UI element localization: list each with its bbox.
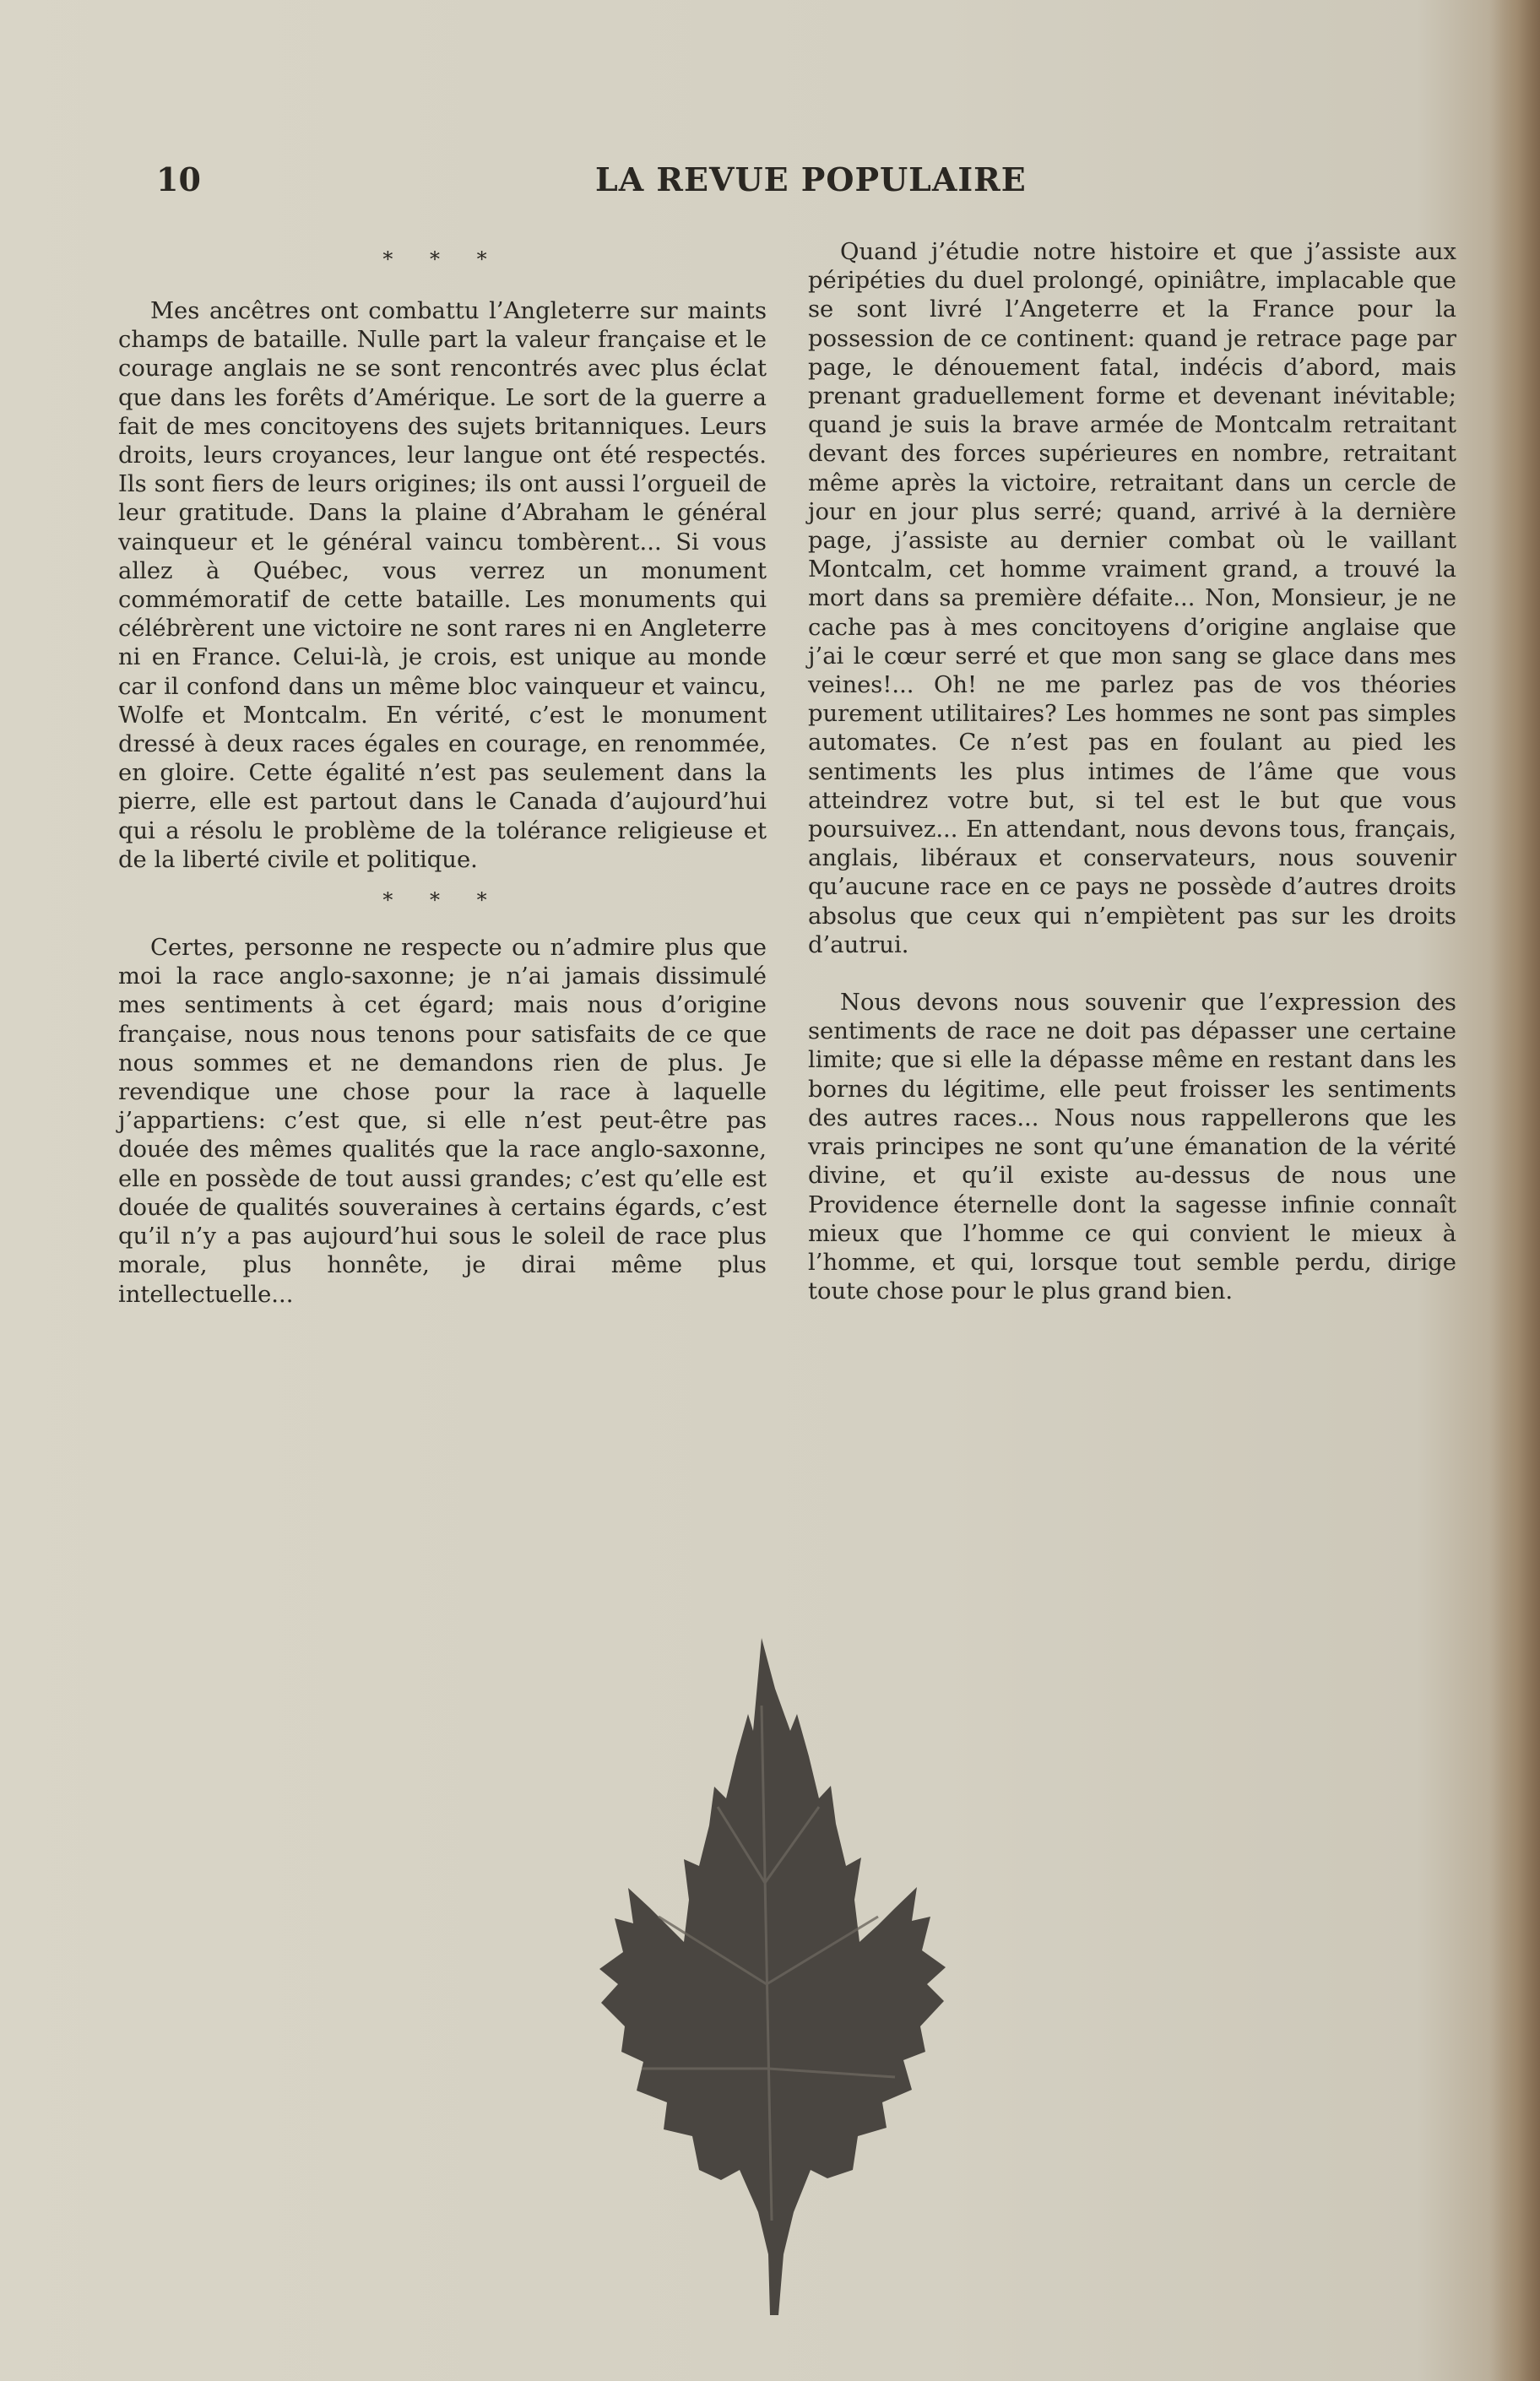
section-separator-middle: * * *: [382, 888, 502, 913]
left-paragraph-2: Certes, personne ne respecte ou n’admire plus que moi la race anglo-saxonne; je n’ai jamais dissimulé mes sentiments à cet égard; mais nous d’origine française, nous nous tenons pour satisfaits de ce que nous sommes et ne demandons rien de plus. Je revendique une chose pour la race à laquelle j’appartiens: c’est que, si elle n’est peut-être pas douée des mêmes qualités que la race anglo-saxonne, elle en possède de tout aussi grandes; c’est qu’elle est douée de qualités souveraines à certains égards, c’est qu’il n’y a pas aujourd’hui sous le soleil de race plus morale, plus honnête, je dirai même plus intellectuelle...: [118, 935, 767, 1308]
page-header: [156, 160, 1027, 211]
section-separator-top: * * *: [382, 247, 502, 271]
right-paragraph-1: Quand j’étudie notre histoire et que j’assiste aux péripéties du duel prolongé, opiniâtre, implacable que se sont livré l’Angeterre et la France pour la possession de ce continent: quand je retrace page par page, le dénouement fatal, indécis d’abord, mais prenant graduellement forme et devenant inévitable; quand je suis la brave armée de Montcalm retraitant devant des forces supérieures en nombre, retraitant même après la victoire, retraitant dans un cercle de jour en jour plus serré; quand, arrivé à la dernière page, j’assiste au dernier combat où le vaillant Montcalm, cet homme vraiment grand, a trouvé la mort dans sa première défaite... Non, Monsieur, je ne cache pas à mes concitoyens d’origine anglaise que j’ai le cœur serré et que mon sang se glace dans mes veines!... Oh! ne me parlez pas de vos théories purement utilitaires? Les hommes ne sont pas simples automates. Ce n’est pas en foulant au pied les sentiments les plus intimes de l’âme que vous atteindrez votre but, si tel est le but que vous poursuivez... En attendant, nous devons tous, français, anglais, libéraux et conservateurs, nous souvenir qu’aucune race en ce pays ne possède d’autres droits absolus que ceux qui n’empiètent pas sur les droits d’autrui.: [808, 239, 1456, 958]
right-paragraph-2: Nous devons nous souvenir que l’expression des sentiments de race ne doit pas dépasser une certaine limite; que si elle la dépasse même en restant dans les bornes du légitime, elle peut froisser les sentiments des autres races... Nous nous rappellerons que les vrais principes ne sont qu’une émanation de la vérité divine, et qu’il existe au-dessus de nous une Providence éternelle dont la sagesse infinie connaît mieux que l’homme ce qui convient le mieux à l’homme, et qui, lorsque tout semble perdu, dirige toute chose pour le plus grand bien.: [808, 990, 1456, 1305]
page-edge-shadow: [1489, 0, 1540, 2381]
maple-leaf-icon: [540, 1630, 979, 2322]
left-column: [118, 238, 767, 1310]
paragraph-gap: [808, 960, 1456, 989]
page-number: 10: [156, 160, 201, 198]
left-paragraph-1: Mes ancêtres ont combattu l’Angleterre sur maints champs de bataille. Nulle part la valeur française et le courage anglais ne se sont rencontrés avec plus éclat que dans les forêts d’Amérique. Le sort de la guerre a fait de mes concitoyens des sujets britanniques. Leurs droits, leurs croyances, leur langue ont été respectés. Ils sont fiers de leurs origines; ils ont aussi l’orgueil de leur gratitude. Dans la plaine d’Abraham le général vainqueur et le général vaincu tombèrent... Si vous allez à Québec, vous verrez un monument commémoratif de cette bataille. Les monuments qui célébrèrent une victoire ne sont rares ni en Angleterre ni en France. Celui-là, je crois, est unique au monde car il confond dans un même bloc vainqueur et vaincu, Wolfe et Montcalm. En vérité, c’est le monument dressé à deux races égales en courage, en renommée, en gloire. Cette égalité n’est pas seulement dans la pierre, elle est partout dans le Canada d’aujourd’hui qui a résolu le problème de la tolérance religieuse et de la liberté civile et politique.: [118, 298, 767, 873]
right-column: [808, 238, 1456, 1306]
running-title: LA REVUE POPULAIRE: [595, 160, 1027, 198]
